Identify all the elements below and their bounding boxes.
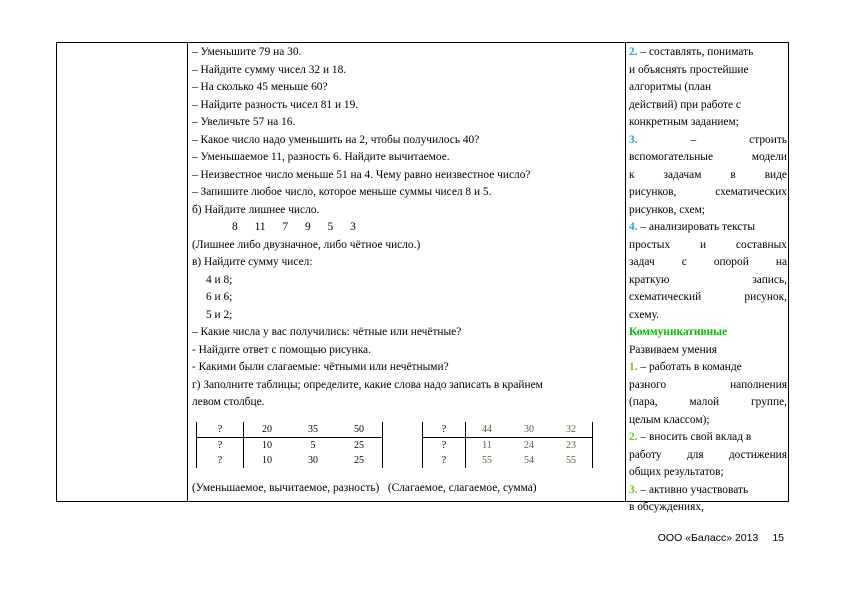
skill-text: и объяснять простейшие [629,63,749,76]
item-number: 1. [629,361,638,373]
table-cell: ? [197,437,244,453]
section-subheading: Развиваем умения [629,343,717,356]
skills-column [629,44,787,517]
content-table [56,42,789,513]
skill-text: схему. [629,308,659,321]
table-cell: 25 [336,453,383,468]
exercise-line: левом столбце. [192,396,265,408]
exercises-column [192,44,622,497]
exercise-line: – На сколько 45 меньше 60? [192,81,328,93]
footer-company: ООО «Баласс» 2013 [657,532,759,544]
skill-text: алгоритмы (план [629,81,712,93]
number: 8 [232,221,238,233]
skill-text: к задачам в виде [629,168,787,181]
fill-tables [192,422,622,480]
table-cell: 11 [482,439,492,451]
skill-text: – строить [690,133,787,146]
sum-item: 4 и 8; [206,273,233,286]
exercise-line: (Лишнее либо двузначное, либо чётное число.) [192,238,421,251]
table-cell: 20 [244,422,291,438]
table-cell: 55 [482,454,492,466]
number: 7 [282,221,289,233]
number-row [192,219,622,237]
exercise-line: – Какие числа у вас получились: чётные или нечётные? [192,326,462,338]
exercise-line: – Запишите любое число, которое меньше суммы чисел 8 и 5. [192,186,492,198]
item-number: 2. [629,431,638,443]
table-cell: ? [423,422,466,438]
section-heading: Коммуникативные [629,326,728,338]
skill-text: рисунков, схем; [629,203,705,216]
number: 11 [254,221,266,233]
table-cell: 32 [550,422,593,438]
sum-item: 6 и 6; [206,291,233,303]
table-captions [192,480,622,497]
item-number: 2. [629,46,638,58]
skill-text: (пара, малой группе, [629,396,787,408]
exercise-line: б) Найдите лишнее число. [192,203,320,216]
item-number: 4. [629,221,638,233]
exercise-line: – Найдите сумму чисел 32 и 18. [192,63,347,76]
page-footer [658,532,784,544]
table-cell: ? [197,453,244,468]
table-cell: 54 [524,454,534,466]
table-cell: 30 [508,422,550,438]
skill-text: разного наполнения [629,378,787,391]
table-cell: 10 [262,454,272,466]
exercise-line: – Увеличьте 57 на 16. [192,116,296,128]
column-divider [187,43,188,501]
subtraction-table [196,422,383,468]
item-number: 3. [629,133,638,146]
skill-text: конкретным заданием; [629,116,739,128]
skill-text: целым классом); [629,413,710,426]
table-cell: 35 [290,422,336,438]
skill-text: – активно участвовать [637,483,749,496]
table-caption: (Слагаемое, слагаемое, сумма) [387,481,537,494]
skill-text: в обсуждениях, [629,501,704,513]
skill-text: рисунков, схематических [629,186,787,198]
addition-table [422,422,593,468]
exercise-line: – Уменьшите 79 на 30. [192,46,302,58]
table-cell: 50 [336,422,383,438]
exercise-line: - Какими были слагаемые: чётными или нечётными? [192,361,449,373]
table-cell: 55 [550,453,593,468]
number: 5 [327,221,334,233]
skill-text: – работать в команде [637,361,742,373]
skill-text: краткую запись, [629,273,787,286]
column-divider [625,43,626,501]
table-cell: ? [423,453,466,468]
table-cell: 30 [308,454,318,466]
table-cell: ? [197,422,244,438]
exercise-line: – Найдите разность чисел 81 и 19. [192,98,359,111]
skill-text: – вносить свой вклад в [637,431,752,443]
item-number: 3. [629,483,638,496]
skill-text: – анализировать тексты [637,221,755,233]
skill-text: общих результатов; [629,466,724,478]
exercise-line: – Неизвестное число меньше 51 на 4. Чему равно неизвестное число? [192,168,531,181]
table-cell: 25 [336,437,383,453]
skill-text: действий) при работе с [629,98,741,111]
exercise-line: в) Найдите сумму чисел: [192,256,313,268]
exercise-line: - Найдите ответ с помощью рисунка. [192,343,371,356]
table-cell: 5 [310,439,316,451]
number: 9 [304,221,311,233]
skill-text: простых и составных [629,238,787,251]
skill-text: задач с опорой на [629,256,787,268]
page-number: 15 [772,532,784,544]
number: 3 [350,221,356,233]
table-cell: 24 [524,439,534,451]
skill-text: – составлять, понимать [637,46,754,58]
table-cell: 44 [466,422,509,438]
exercise-line: г) Заполните таблицы; определите, какие слова надо записать в крайнем [192,378,543,391]
exercise-line: – Уменьшаемое 11, разность 6. Найдите вычитаемое. [192,151,450,163]
table-cell: 23 [550,437,593,453]
exercise-line: – Какое число надо уменьшить на 2, чтобы получилось 40? [192,133,480,146]
sum-item: 5 и 2; [206,308,233,321]
table-caption: (Уменьшаемое, вычитаемое, разность) [192,481,380,494]
table-cell: ? [423,437,466,453]
table-cell: 10 [262,439,272,451]
skill-text: работу для достижения [629,448,787,461]
skill-text: вспомогательные модели [629,151,787,163]
skill-text: схематический рисунок, [629,291,787,303]
